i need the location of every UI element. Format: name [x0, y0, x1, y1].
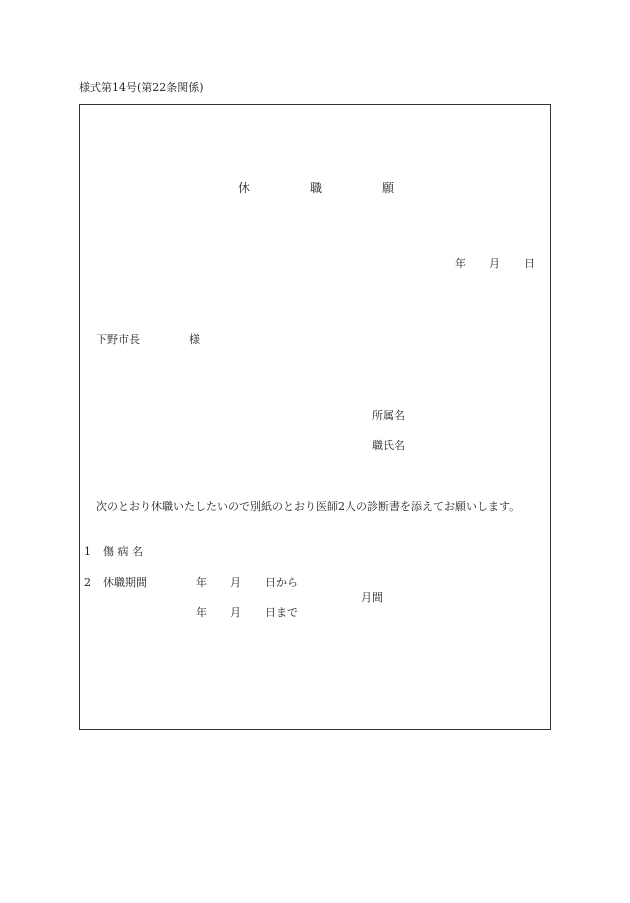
- period-duration-label: 月間: [361, 591, 383, 604]
- period-to-year-label: 年: [196, 606, 207, 619]
- period-from-year-label: 年: [196, 576, 207, 589]
- item-2-number: 2: [84, 576, 91, 589]
- addressee-honorific: 様: [189, 333, 200, 346]
- body-text: 次のとおり休職いたしたいので別紙のとおり医師2人の診断書を添えてお願いします。: [96, 500, 521, 513]
- addressee-name: 下野市長: [96, 333, 140, 346]
- position-name-label: 職氏名: [372, 439, 405, 452]
- form-number: 様式第14号(第22条関係): [79, 81, 204, 94]
- period-from-suffix: 日から: [265, 576, 298, 589]
- item-1-label: 傷 病 名: [103, 545, 143, 558]
- title-char-3: 願: [382, 181, 395, 195]
- item-2-label: 休職期間: [103, 576, 147, 589]
- affiliation-label: 所属名: [372, 409, 405, 422]
- title-char-2: 職: [310, 181, 323, 195]
- item-1-number: 1: [84, 545, 91, 558]
- period-to-suffix: 日まで: [265, 606, 298, 619]
- title-char-1: 休: [238, 181, 251, 195]
- period-to-month-label: 月: [230, 606, 241, 619]
- date-month-label: 月: [489, 257, 500, 270]
- date-day-label: 日: [524, 257, 535, 270]
- date-year-label: 年: [455, 257, 466, 270]
- period-from-month-label: 月: [230, 576, 241, 589]
- form-frame: [79, 104, 551, 730]
